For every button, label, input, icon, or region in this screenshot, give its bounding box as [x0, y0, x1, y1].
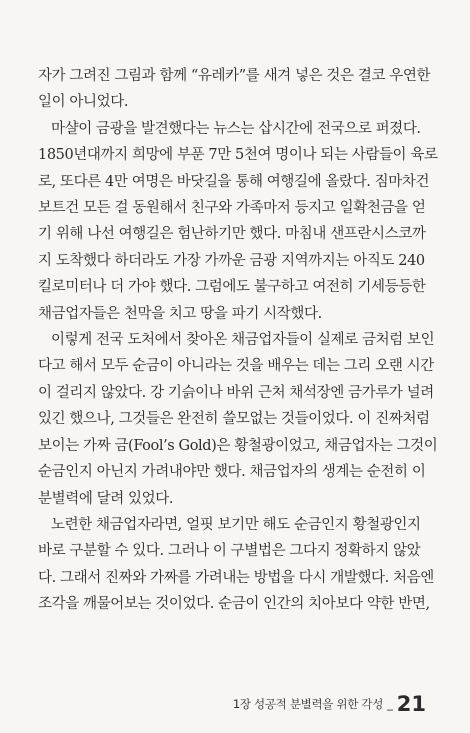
- text-line: 채금업자들은 천막을 치고 땅을 파기 시작했다.: [38, 305, 322, 322]
- text-line: 이 걸리지 않았다. 강 기슭이나 바위 근처 채석장엔 금가루가 널려: [38, 384, 434, 401]
- text-line: 1850년대까지 희망에 부푼 7만 5천여 명이나 되는 사람들이 육로: [38, 147, 438, 164]
- paragraph: [38, 63, 431, 116]
- text-line: 있긴 했으나, 그것들은 완전히 쓸모없는 것들이었다. 이 진짜처럼: [38, 411, 430, 428]
- text-line: 일이 아니었다.: [38, 94, 129, 111]
- text-line: 분별력에 달려 있었다.: [38, 490, 174, 507]
- text-line: 기 위해 나선 여행길은 험난하기만 했다. 마침내 샌프란시스코까: [38, 226, 426, 243]
- paragraph: [38, 116, 438, 327]
- text-line: 지 도착했다 하더라도 가장 가까운 금광 지역까지는 아직도 240: [38, 252, 425, 269]
- text-line: 마샬이 금광을 발견했다는 뉴스는 삽시간에 전국으로 퍼졌다.: [51, 120, 421, 137]
- text-line: 킬로미터나 더 가야 했다. 그럼에도 불구하고 여전히 기세등등한: [38, 279, 426, 296]
- paragraph: [38, 512, 434, 618]
- text-line: 보이는 가짜 금(Fool’s Gold)은 황철광이었고, 채금업자는 그것이: [38, 437, 438, 454]
- footer-separator: _: [387, 697, 393, 711]
- text-line: 이렇게 전국 도처에서 찾아온 채금업자들이 실제로 금처럼 보인: [51, 332, 435, 349]
- text-line: 바로 구분할 수 있다. 그러나 이 구별법은 그다지 정확하지 않았: [38, 543, 421, 560]
- paragraph: [38, 327, 438, 512]
- text-line: 순금인지 아닌지 가려내야만 했다. 채금업자의 생계는 순전히 이: [38, 464, 426, 481]
- text-line: 다. 그래서 진짜와 가짜를 가려내는 방법을 다시 개발했다. 처음엔: [38, 569, 434, 586]
- text-line: 조각을 깨물어보는 것이었다. 순금이 인간의 치아보다 약한 반면,: [38, 596, 430, 613]
- page-body: [38, 63, 438, 618]
- text-line: 다고 해서 모두 순금이 아니라는 것을 배우는 데는 그리 오랜 시간: [38, 358, 434, 375]
- page-number: 21: [396, 692, 426, 716]
- page-footer: [0, 692, 470, 716]
- text-line: 자가 그려진 그림과 함께 “유레카”를 새겨 넣은 것은 결코 우연한: [38, 68, 431, 84]
- text-line: 보트건 모든 걸 동원해서 친구와 가족마저 등지고 일확천금을 얻: [38, 200, 426, 217]
- chapter-title: 1장 성공적 분별력을 위한 각성: [232, 697, 384, 711]
- text-line: 노련한 채금업자라면, 얼핏 보기만 해도 순금인지 황철광인지: [51, 516, 421, 533]
- text-line: 로, 또다른 4만 여명은 바닷길을 통해 여행길에 올랐다. 짐마차건: [38, 173, 430, 190]
